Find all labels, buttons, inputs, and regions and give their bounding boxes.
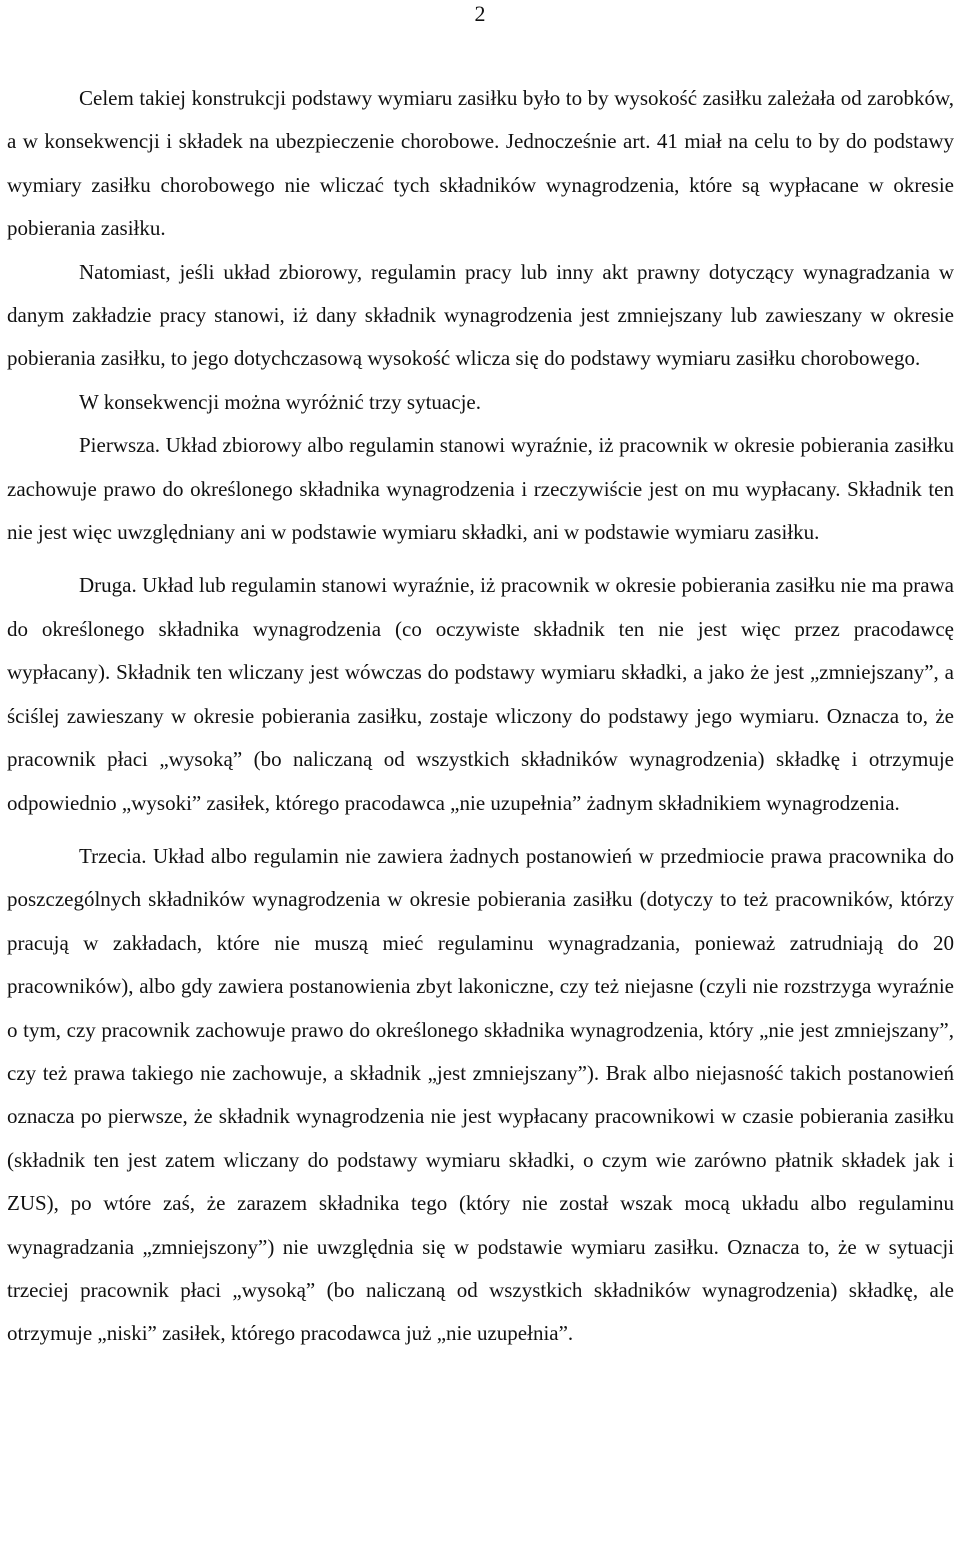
paragraph-natomiast: Natomiast, jeśli układ zbiorowy, regulamin pracy lub inny akt prawny dotyczący wynagradzania w danym zakładzie pracy stanowi, iż dany składnik wynagrodzenia jest zmniejszany lub zawieszany w okresie pobierania zasiłku, to jego dotychczasową wysokość wlicza się do podstawy wymiaru zasiłku chorobowego. <box>7 259 954 371</box>
paragraph-three-situations: W konsekwencji można wyróżnić trzy sytuacje. <box>79 389 481 414</box>
paragraph-situation-first: Pierwsza. Układ zbiorowy albo regulamin stanowi wyraźnie, iż pracownik w okresie pobierania zasiłku zachowuje prawo do określonego składnika wynagrodzenia i rzeczywiście jest on mu wypłacany. Składnik ten nie jest więc uwzględniany ani w podstawie wymiaru składki, ani w podstawie wymiaru zasiłku. <box>7 433 954 545</box>
page-number: 2 <box>474 1 486 26</box>
paragraph-situation-third: Trzecia. Układ albo regulamin nie zawiera żadnych postanowień w przedmiocie prawa pracownika do poszczególnych składników wynagrodzenia w okresie pobierania zasiłku (dotyczy to też pracowników, którzy pracują w zakładach, które nie muszą mieć regulaminu wynagradzania, ponieważ zatrudniają do 20 pracowników), albo gdy zawiera postanowienia zbyt lakoniczne, czy też niejasne (czyli nie rozstrzyga wyraźnie o tym, czy pracownik zachowuje prawo do określonego składnika wynagrodzenia, który „nie jest zmniejszany”, czy też prawa takiego nie zachowuje, a składnik „jest zmniejszany”). Brak albo niejasność takich postanowień oznacza po pierwsze, że składnik wynagrodzenia nie jest wypłacany pracownikowi w czasie pobierania zasiłku (składnik ten jest zatem wliczany do podstawy wymiaru składki, o czym wie zarówno płatnik składek jak i ZUS), po wtóre zaś, że zarazem składnika tego (który nie został wszak mocą układu albo regulaminu wynagradzania „zmniejszony”) nie uwzględnia się w podstawie wymiaru zasiłku. Oznacza to, że w sytuacji trzeciej pracownik płaci „wysoką” (bo naliczaną od wszystkich składników wynagrodzenia) składkę, ale otrzymuje „niski” zasiłek, którego pracodawca już „nie uzupełnia”. <box>7 843 954 1346</box>
document-body <box>7 77 954 1356</box>
paragraph-intro: Celem takiej konstrukcji podstawy wymiaru zasiłku było to by wysokość zasiłku zależała od zarobków, a w konsekwencji i składek na ubezpieczenie chorobowe. Jednocześnie art. 41 miał na celu to by do podstawy wymiary zasiłku chorobowego nie wliczać tych składników wynagrodzenia, które są wypłacane w okresie pobierania zasiłku. <box>7 86 954 241</box>
paragraph-situation-second: Druga. Układ lub regulamin stanowi wyraźnie, iż pracownik w okresie pobierania zasiłku nie ma prawa do określonego składnika wynagrodzenia (co oczywiste składnik ten nie jest więc przez pracodawcę wypłacany). Składnik ten wliczany jest wówczas do podstawy wymiaru składki, a jako że jest „zmniejszany”, a ściślej zawieszany w okresie pobierania zasiłku, zostaje wliczony do podstawy jego wymiaru. Oznacza to, że pracownik płaci „wysoką” (bo naliczaną od wszystkich składników wynagrodzenia) składkę i otrzymuje odpowiednio „wysoki” zasiłek, którego pracodawca „nie uzupełnia” żadnym składnikiem wynagrodzenia. <box>7 573 954 815</box>
